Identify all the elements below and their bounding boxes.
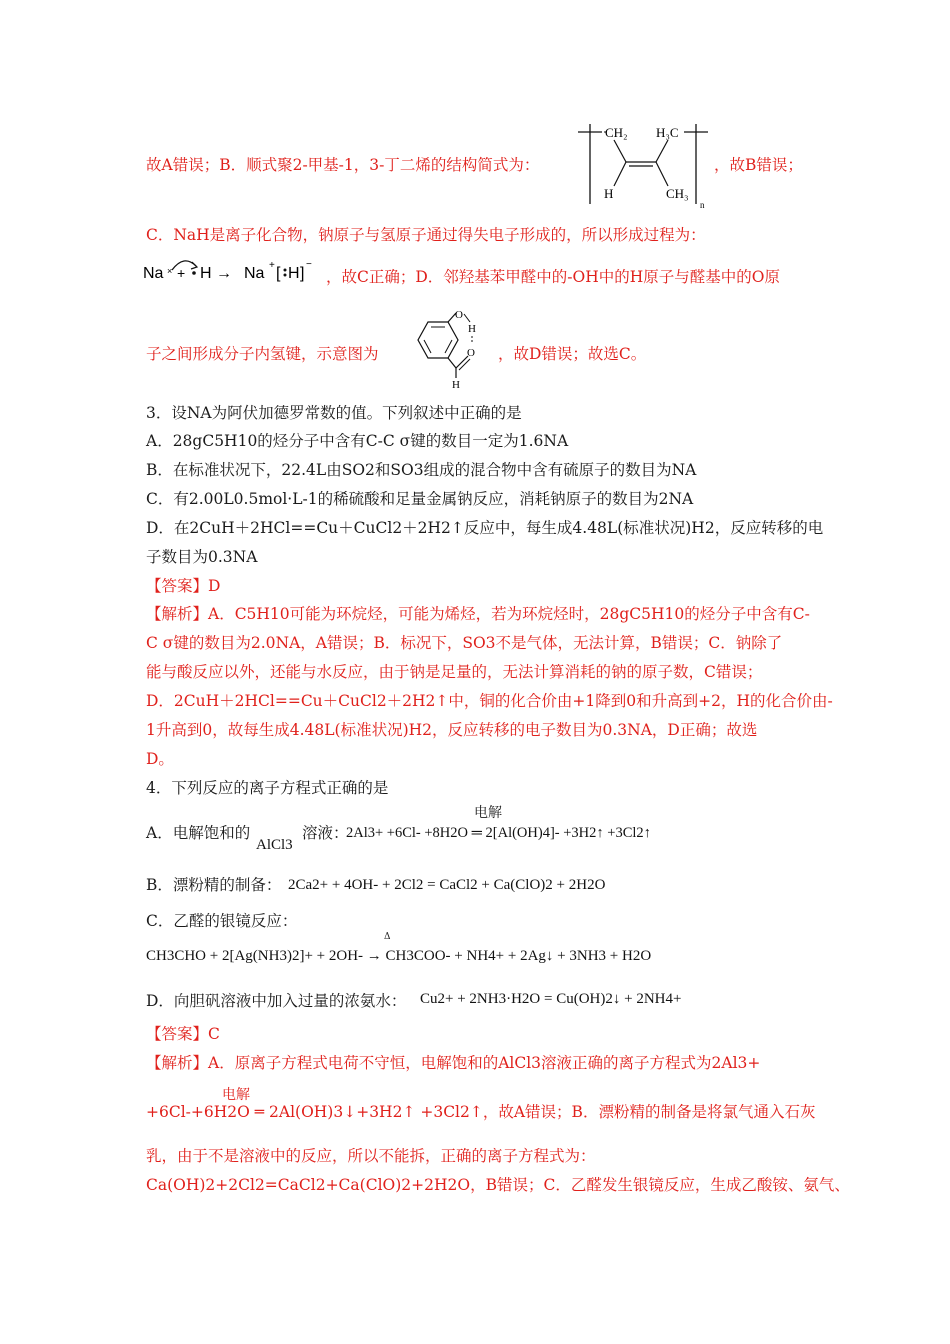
q4-a-equation: 2Al3+ +6Cl- +8H2O ═ 2[Al(OH)4]- +3H2↑ +3Cl2↑ <box>346 825 651 841</box>
q4-b-prefix: B．漂粉精的制备： <box>146 876 282 894</box>
electrolysis-label-a: 电解 <box>474 804 502 820</box>
q3-option-b: B．在标准状况下，22.4L由SO2和SO3组成的混合物中含有硫原子的数目为NA <box>146 461 697 479</box>
q3-exp-3: 能与酸反应以外，还能与水反应，由于钠是足量的，无法计算消耗的钠的原子数，C错误； <box>146 663 763 681</box>
na-plus: Na <box>244 265 265 282</box>
svg-text:−: − <box>306 259 312 270</box>
svg-text:[: [ <box>276 265 281 282</box>
q3-option-d-line1: D．在2CuH＋2HCl==Cu＋CuCl2＋2H2↑反应中，每生成4.48L(标准状况)H2，反应转移的电 <box>146 519 824 537</box>
q3-stem: 3．设NA为阿伏加德罗常数的值。下列叙述中正确的是 <box>146 404 522 422</box>
q4-answer: 【答案】C <box>146 1025 220 1043</box>
q3-exp-4: D．2CuH＋2HCl==Cu＋CuCl2＋2H2↑中，铜的化合价由+1降到0和升高到+2，H的化合价由- <box>146 692 833 710</box>
q3-exp-5: 1升高到0，故每生成4.48L(标准状况)H2，反应转移的电子数目为0.3NA，D正确；故选 <box>146 721 758 739</box>
q3-exp-1: 【解析】A．C5H10可能为环烷烃，可能为烯烃，若为环烷烃时，28gC5H10的烃分子中含有C- <box>146 605 810 623</box>
arrow-symbol: → <box>216 265 232 282</box>
q2-b-suffix: ，故B错误； <box>714 156 803 174</box>
q4-a-prefix: A．电解饱和的 <box>146 824 251 842</box>
q4-c-prefix: C．乙醛的银镜反应： <box>146 912 298 930</box>
q4-d-equation: Cu2+ + 2NH3·H2O = Cu(OH)2↓ + 2NH4+ <box>420 991 682 1007</box>
q2-c-d-text: ，故C正确；D．邻羟基苯甲醛中的-OH中的H原子与醛基中的O原 <box>326 268 780 286</box>
q4-d-prefix: D．向胆矾溶液中加入过量的浓氨水： <box>146 992 407 1010</box>
q3-answer: 【答案】D <box>146 577 221 595</box>
q4-exp-2: +6Cl-+6H2O ═ 2Al(OH)3↓+3H2↑ +3Cl2↑，故A错误；B．漂粉精的制备是将氯气通入石灰 <box>146 1103 816 1121</box>
n-label: n <box>700 200 705 210</box>
svg-text:]: ] <box>300 265 305 282</box>
na-symbol: Na <box>143 265 164 282</box>
q2-b-prefix: 故A错误；B．顺式聚2-甲基-1，3-丁二烯的结构简式为： <box>146 156 540 174</box>
h3c-label: H₃C <box>656 125 679 140</box>
q4-stem: 4．下列反应的离子方程式正确的是 <box>146 779 389 797</box>
svg-text:+: + <box>177 265 186 281</box>
q3-option-d-line2: 子数目为0.3NA <box>146 548 258 566</box>
q4-exp-1: 【解析】A．原离子方程式电荷不守恒，电解饱和的AlCl3溶液正确的离子方程式为2Al3+ <box>146 1054 761 1072</box>
h-top: H <box>468 323 476 335</box>
q2-b-text <box>146 154 539 176</box>
q4-a-mid: 溶液： <box>302 824 349 842</box>
q4-exp-4: Ca(OH)2+2Cl2=CaCl2+Ca(ClO)2+2H2O，B错误；C．乙醛发生银镜反应，生成乙酸铵、氨气、 <box>146 1176 850 1194</box>
nah-formation <box>142 248 322 288</box>
q3-option-a: A．28gC5H10的烃分子中含有C-C σ键的数目一定为1.6NA <box>146 432 569 450</box>
h-minus: H <box>288 265 300 282</box>
h-bottom: H <box>452 379 460 390</box>
h-label: H <box>604 186 614 201</box>
q3-option-c: C．有2.00L0.5mol·L-1的稀硫酸和足量金属钠反应，消耗钠原子的数目为2NA <box>146 490 694 508</box>
svg-text:×: × <box>167 266 173 276</box>
q4-exp-3: 乳，由于不是溶液中的反应，所以不能拆，正确的离子方程式为： <box>146 1147 596 1165</box>
ch2-label: CH₂ <box>605 125 628 140</box>
benzaldehyde-hbond-diagram <box>398 306 496 390</box>
q3-exp-2: C σ键的数目为2.0NA，A错误；B．标况下，SO3不是气体，无法计算，B错误；C．钠除了 <box>146 634 783 652</box>
svg-text:+: + <box>269 260 275 271</box>
q2-d2-prefix: 子之间形成分子内氢键，示意图为 <box>146 345 379 363</box>
q4-a-alcl3: AlCl3 <box>256 837 293 853</box>
o-right: O <box>467 347 475 359</box>
polymer-structure <box>574 118 714 214</box>
h-symbol: H <box>200 265 212 282</box>
electrolysis-label-exp: 电解 <box>222 1086 250 1102</box>
o-top: O <box>455 309 463 321</box>
ch3-label: CH₃ <box>666 186 689 201</box>
q4-b-equation: 2Ca2+ + 4OH- + 2Cl2 = CaCl2 + Ca(ClO)2 + 2H2O <box>288 877 606 893</box>
q3-exp-6: D。 <box>146 750 174 768</box>
heat-symbol: Δ <box>384 932 391 942</box>
q2-c-text: C．NaH是离子化合物，钠原子与氢原子通过得失电子形成的，所以形成过程为： <box>146 226 706 244</box>
q2-d2-suffix: ，故D错误；故选C。 <box>498 345 647 363</box>
q4-c-equation: CH3CHO + 2[Ag(NH3)2]+ + 2OH- → CH3COO- + NH4+ + 2Ag↓ + 3NH3 + H2O <box>146 948 652 964</box>
